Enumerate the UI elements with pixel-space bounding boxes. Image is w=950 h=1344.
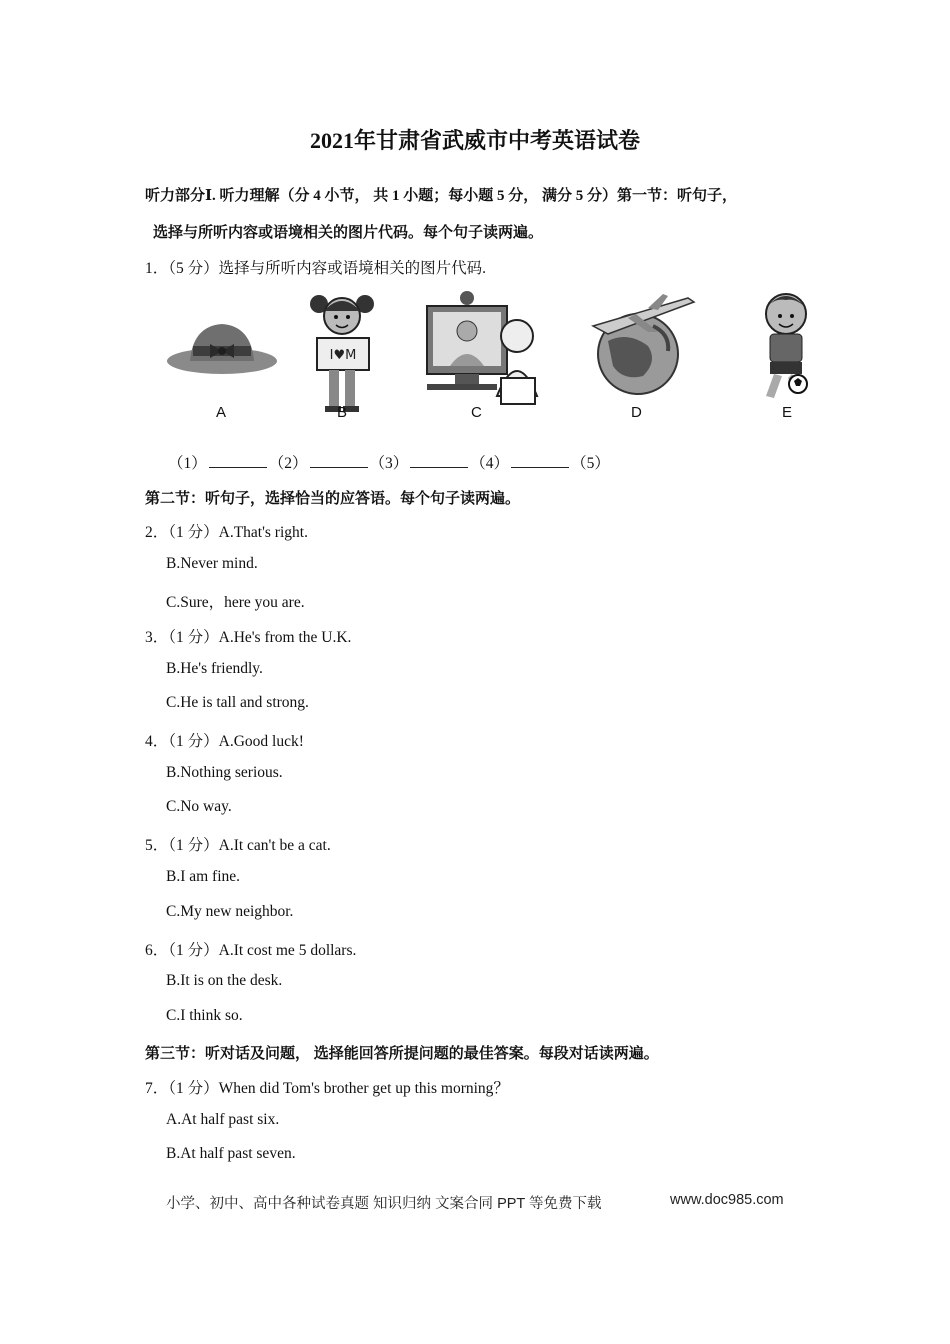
q6-option-c: C.I think so. — [166, 1007, 243, 1024]
airplane-globe-icon — [588, 286, 700, 426]
answer-blank[interactable] — [511, 453, 569, 468]
answer-slot-3: （3） — [369, 455, 409, 472]
picture-label-e: E — [782, 404, 793, 421]
section3-header: 第三节：听对话及问题， 选择能回答所提问题的最佳答案。每段对话读两遍。 — [145, 1046, 659, 1062]
answer-slot-5: （5） — [571, 455, 610, 472]
q1-answer-line — [168, 451, 610, 473]
q3-option-c: C.He is tall and strong. — [166, 694, 309, 711]
picture-label-a: A — [216, 404, 227, 421]
answer-blank[interactable] — [209, 453, 267, 468]
footer-url[interactable]: www.doc985.com — [670, 1192, 784, 1208]
picture-label-c: C — [471, 404, 482, 421]
q6-option-b: B.It is on the desk. — [166, 972, 283, 989]
picture-label-b: B — [337, 404, 348, 421]
q5-option-b: B.I am fine. — [166, 868, 241, 885]
q4-stem: 4．（1 分）A.Good luck! — [145, 733, 304, 750]
part1-header-line1: 听力部分Ⅰ. 听力理解（分 4 小节， 共 1 小题；每小题 5 分， 满分 5 分）第一节：听句子， — [145, 188, 738, 204]
footer-text: 小学、初中、高中各种试卷真题 知识归纳 文案合同 PPT 等免费下载 — [166, 1196, 602, 1212]
answer-slot-1: （1） — [168, 455, 207, 472]
q1-stem: 1．（5 分）选择与所听内容或语境相关的图片代码. — [145, 260, 487, 277]
q2-option-c: C.Sure，here you are. — [166, 594, 305, 611]
q4-option-b: B.Nothing serious. — [166, 764, 283, 781]
q5-option-c: C.My new neighbor. — [166, 903, 294, 920]
q2-option-b: B.Never mind. — [166, 555, 258, 572]
q6-stem: 6．（1 分）A.It cost me 5 dollars. — [145, 942, 357, 959]
video-chat-icon — [425, 286, 545, 426]
answer-slot-4: （4） — [470, 455, 510, 472]
q7-option-b: B.At half past seven. — [166, 1145, 296, 1162]
q5-stem: 5．（1 分）A.It can't be a cat. — [145, 837, 331, 854]
section2-header: 第二节：听句子，选择恰当的应答语。每个句子读两遍。 — [145, 491, 521, 507]
q7-stem: 7．（1 分）When did Tom's brother get up this morning？ — [145, 1080, 509, 1097]
page-title: 2021年甘肃省武威市中考英语试卷 — [309, 128, 640, 153]
answer-blank[interactable] — [410, 453, 468, 468]
q3-option-b: B.He's friendly. — [166, 660, 263, 677]
picture-label-d: D — [631, 404, 642, 421]
svg-text:I♥M: I♥M — [329, 348, 357, 363]
q3-stem: 3．（1 分）A.He's from the U.K. — [145, 629, 352, 646]
q4-option-c: C.No way. — [166, 798, 232, 815]
q7-option-a: A.At half past six. — [166, 1111, 280, 1128]
q2-stem: 2．（1 分）A.That's right. — [145, 524, 308, 541]
answer-slot-2: （2） — [268, 455, 308, 472]
part1-header-line2: 选择与所听内容或语境相关的图片代码。每个句子读两遍。 — [153, 225, 544, 241]
answer-blank[interactable] — [310, 453, 368, 468]
